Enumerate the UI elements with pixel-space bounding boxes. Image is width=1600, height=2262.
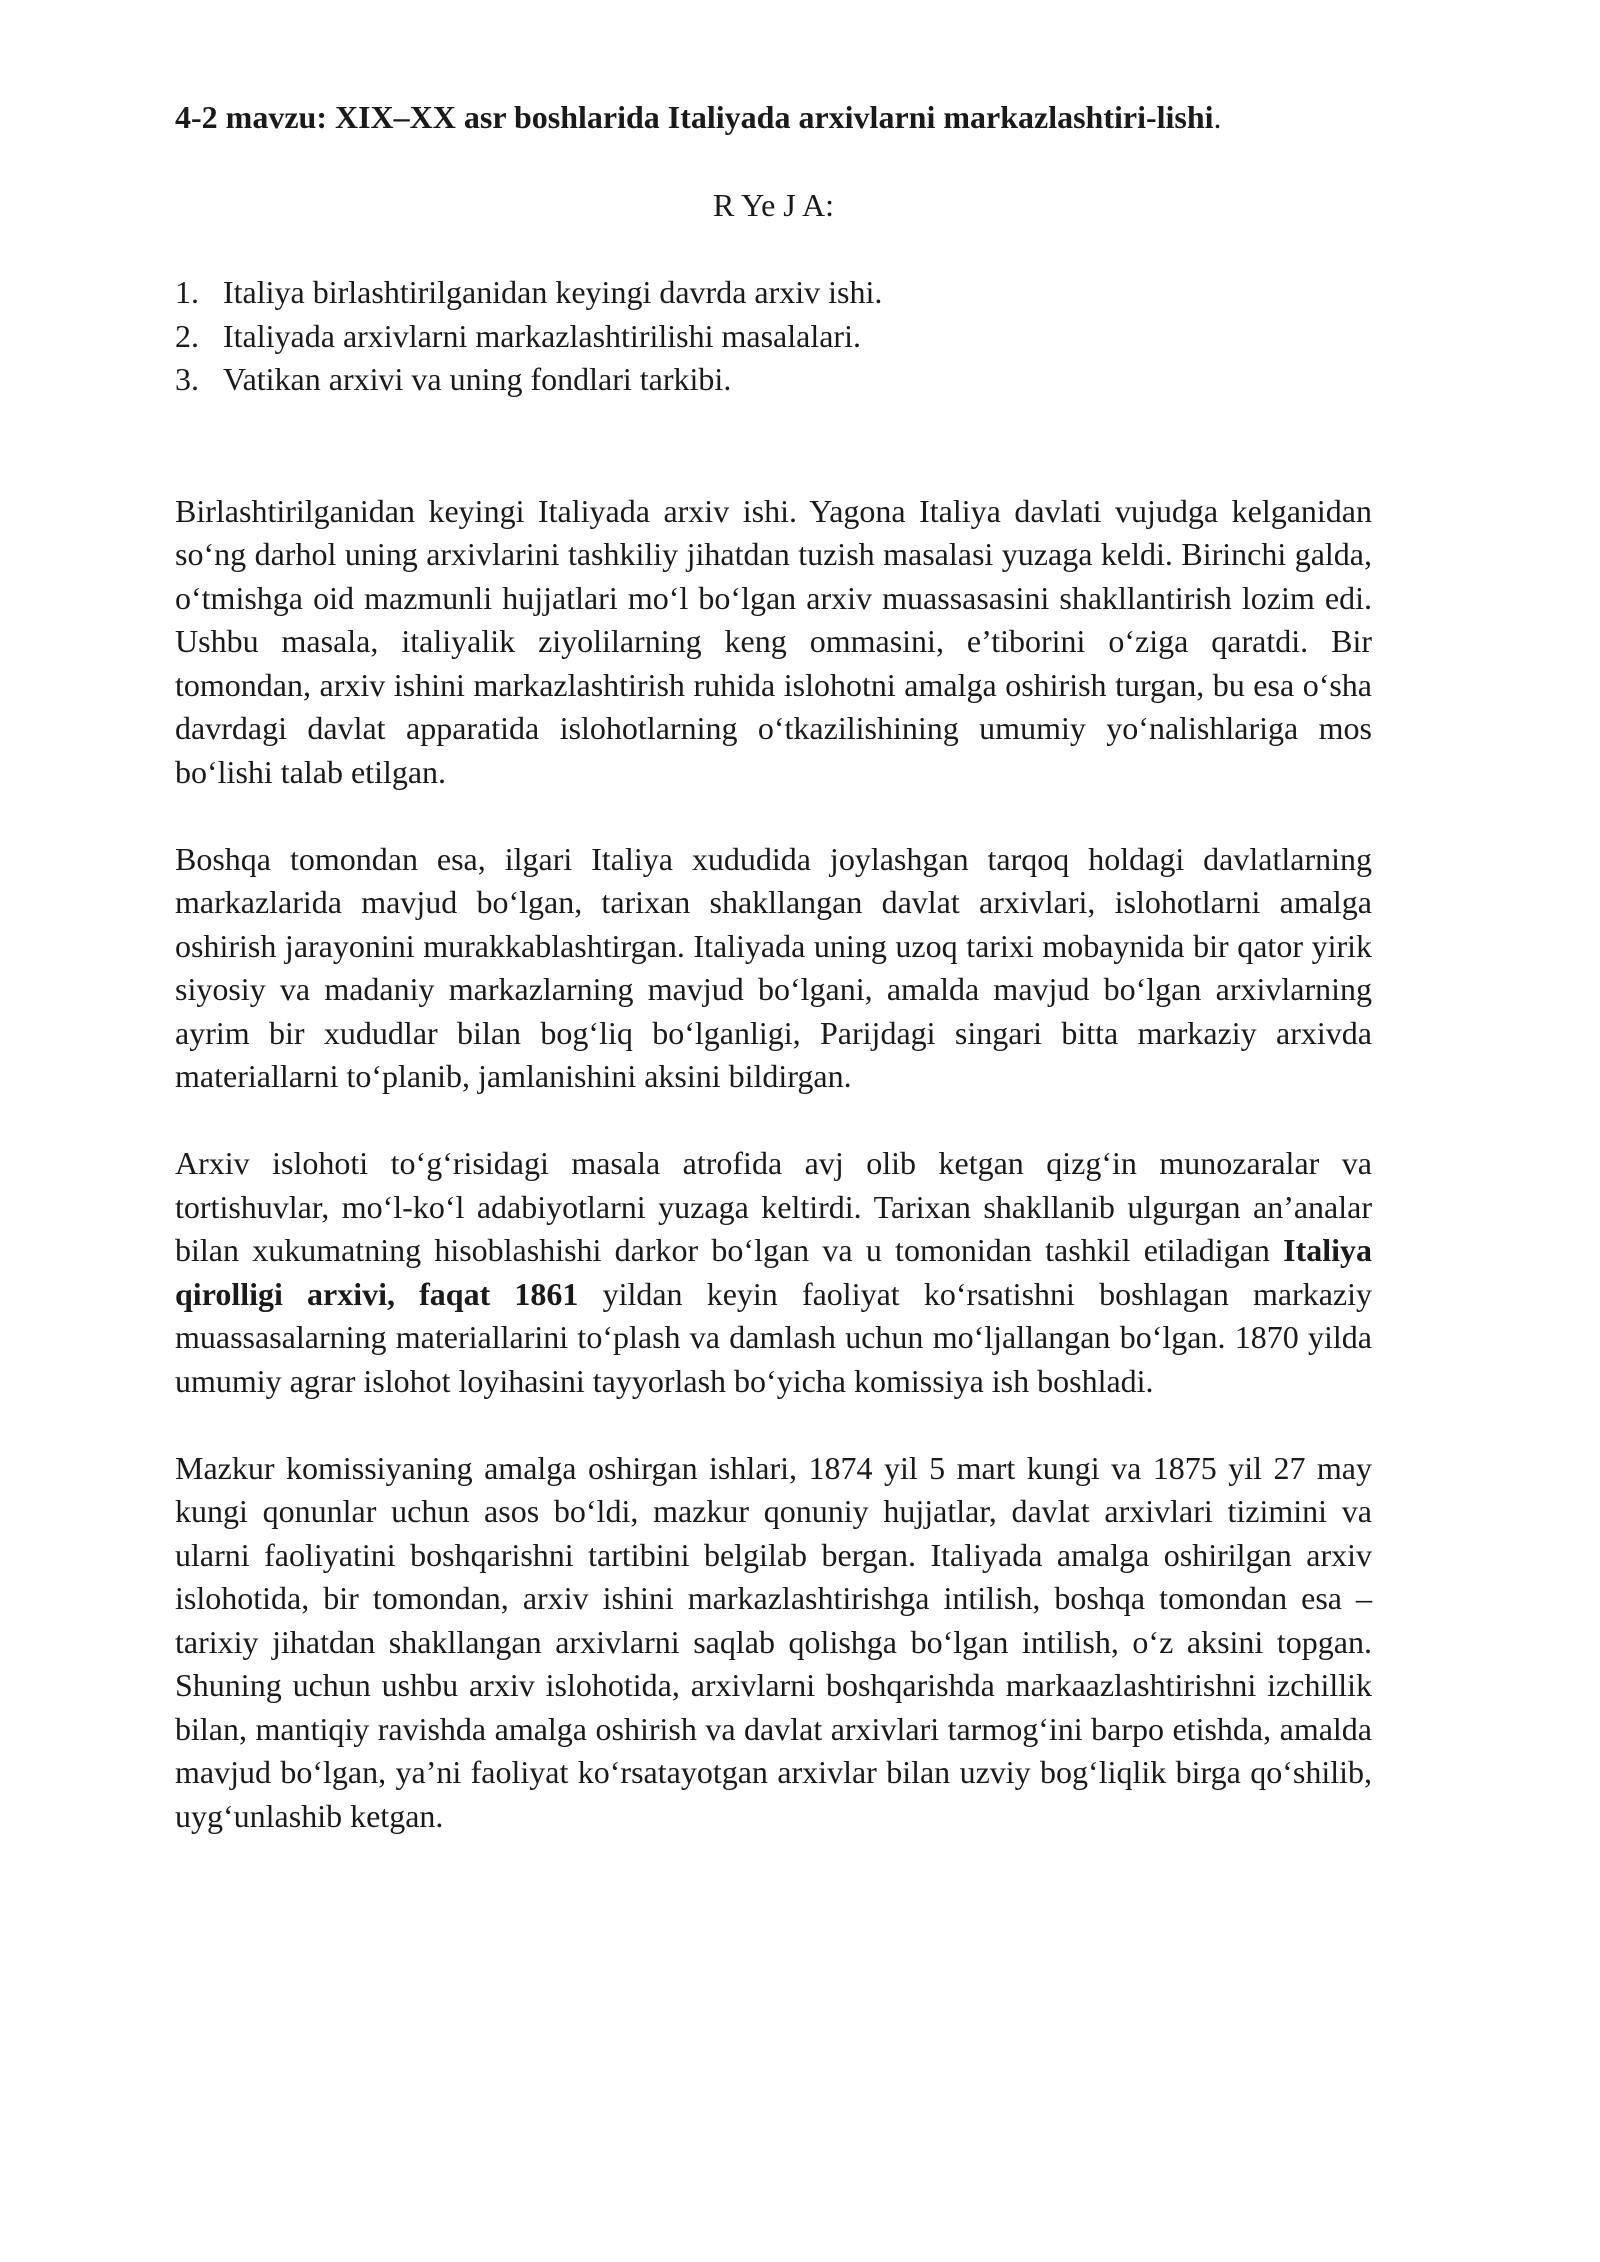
paragraph-2: Boshqa tomondan esa, ilgari Italiya xududida joylashgan tarqoq holdagi davlatlarning markazlarida mavjud bo‘lgan, tarixan shakllangan davlat arxivlari, islohotlarni amalga oshirish jarayonini murakkablashtirgan. Italiyada uning uzoq tarixi mobaynida bir qator yirik siyosiy va madaniy markazlarning mavjud bo‘lgani, amalda mavjud bo‘lgan arxivlarning ayrim bir xududlar bilan bog‘liq bo‘lganligi, Parijdagi singari bitta markaziy arxivda materiallarni to‘planib, jamlanishini aksini bildirgan. — [175, 840, 1372, 1094]
paragraph-3-start: Arxiv islohoti to‘g‘risidagi masala atrofida avj olib ketgan qizg‘in munozaralar va tortishuvlar, mo‘l-ko‘l adabiyotlarni yuzaga keltirdi. Tarixan shakllanib ulgurgan an’analar bilan xukumatning hisoblashishi darkor bo‘lgan va u tomonidan tashkil etiladigan — [175, 1145, 1372, 1268]
plan-item — [175, 358, 1372, 402]
title-text: 4-2 mavzu: XIX–XX asr boshlarida Italiyada arxivlarni markazlashtiri-lishi — [175, 99, 1214, 135]
plan-item-text: Italiyada arxivlarni markazlashtirilishi masalalari. — [223, 317, 861, 354]
plan-item-number: 3. — [175, 361, 199, 397]
plan-item-text: Vatikan arxivi va uning fondlari tarkibi. — [223, 361, 732, 397]
paragraph-1: Birlashtirilganidan keyingi Italiyada arxiv ishi. Yagona Italiya davlati vujudga kelganidan so‘ng darhol uning arxivlarini tashkiliy jihatdan tuzish masalasi yuzaga keldi. Birinchi galda, o‘tmishga oid mazmunli hujjatlari mo‘l bo‘lgan arxiv muassasasini shakllantirish lozim edi. Ushbu masala, italiyalik ziyolilarning keng ommasini, e’tiborini o‘ziga qaratdi. Bir tomondan, arxiv ishini markazlashtirish ruhida islohotni amalga oshirish turgan, bu esa o‘sha davrdagi davlat apparatida islohotlarning o‘tkazilishining umumiy yo‘nalishlariga mos bo‘lishi talab etilgan. — [175, 492, 1372, 790]
paragraph-3 — [175, 1142, 1372, 1403]
page-title — [175, 96, 1372, 140]
plan-item — [175, 271, 1372, 315]
paragraph-4: Mazkur komissiyaning amalga oshirgan ishlari, 1874 yil 5 mart kungi va 1875 yil 27 may kungi qonunlar uchun asos bo‘ldi, mazkur qonuniy hujjatlar, davlat arxivlari tizimini va ularni faoliyatini boshqarishni tartibini belgilab bergan. Italiyada amalga oshirilgan arxiv islohotida, bir tomondan, arxiv ishini markazlashtirishga intilish, boshqa tomondan esa – tarixiy jihatdan shakllangan arxivlarni saqlab qolishga bo‘lgan intilish, o‘z aksini topgan. Shuning uchun ushbu arxiv islohotida, arxivlarni boshqarishda markaazlashtirishni izchillik bilan, mantiqiy ravishda amalga oshirish va davlat arxivlari tarmog‘ini barpo etishda, amalda mavjud bo‘lgan, ya’ni faoliyat ko‘rsatayotgan arxivlar bilan uzviy bog‘liqlik birga qo‘shilib, uyg‘unlashib ketgan. — [175, 1449, 1372, 1834]
title-period: . — [1213, 99, 1222, 135]
plan-list — [175, 271, 1372, 402]
plan-item-text: Italiya birlashtirilganidan keyingi davrda arxiv ishi. — [223, 274, 883, 310]
plan-item — [175, 315, 1372, 359]
plan-item-number: 1. — [175, 274, 199, 310]
plan-heading: R Ye J A: — [713, 186, 834, 223]
plan-item-number: 2. — [175, 317, 199, 354]
document-page — [175, 96, 1372, 1838]
paragraph-3-bold-phrase: Italiya qirolligi arxivi, faqat 1861 — [175, 1232, 1372, 1312]
paragraph-3-end: yildan keyin faoliyat ko‘rsatishni boshlagan markaziy muassasalarning materiallarini to‘plash va damlash uchun mo‘ljallangan bo‘lgan. 1870 yilda umumiy agrar islohot loyihasini tayyorlash bo‘yicha komissiya ish boshladi. — [175, 1275, 1373, 1399]
